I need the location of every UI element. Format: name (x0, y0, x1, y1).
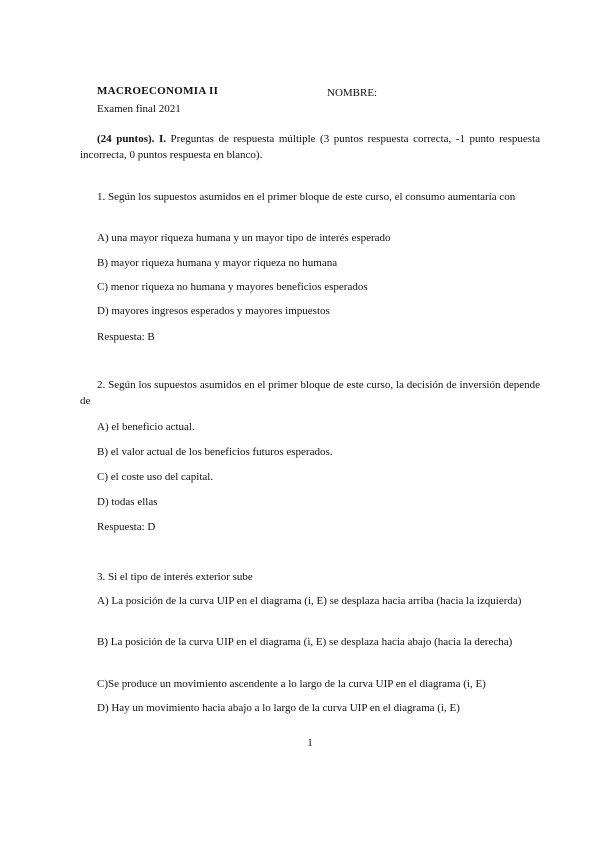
instructions-text: Preguntas de respuesta múltiple (3 puntos respuesta correcta, -1 punto respuesta incorrecta, 0 puntos respuesta en blanco). (80, 133, 541, 161)
option-d: D) mayores ingresos esperados y mayores impuestos (97, 305, 330, 317)
answer: Respuesta: D (97, 521, 156, 533)
option-b: B) el valor actual de los beneficios futuros esperados. (97, 446, 333, 458)
question-text: 3. Si el tipo de interés exterior sube (97, 571, 253, 583)
option-d: D) Hay un movimiento hacia abajo a lo largo de la curva UIP en el diagrama (i, E) (97, 702, 460, 714)
section-label: I. (158, 133, 166, 145)
course-title: MACROECONOMIA II (97, 85, 219, 97)
points-label: (24 puntos). (97, 133, 155, 145)
option-b: B) mayor riqueza humana y mayor riqueza no humana (97, 257, 338, 269)
instructions (80, 132, 540, 164)
exam-subtitle: Examen final 2021 (97, 103, 181, 115)
option-c: C)Se produce un movimiento ascendente a lo largo de la curva UIP en el diagrama (i, E) (97, 678, 486, 690)
name-label: NOMBRE: (327, 87, 378, 99)
option-c: C) el coste uso del capital. (97, 471, 214, 483)
option-a: A) una mayor riqueza humana y un mayor tipo de interés esperado (97, 232, 391, 244)
option-a: A) el beneficio actual. (97, 421, 195, 433)
option-b: B) La posición de la curva UIP en el diagrama (i, E) se desplaza hacia abajo (hacia la derecha) (97, 636, 513, 648)
answer: Respuesta: B (97, 331, 155, 343)
option-c: C) menor riqueza no humana y mayores beneficios esperados (97, 281, 368, 293)
option-d: D) todas ellas (97, 496, 158, 508)
page-number: 1 (307, 737, 313, 749)
question-text: 2. Según los supuestos asumidos en el primer bloque de este curso, la decisión de inversión depende de (80, 379, 540, 407)
option-a: A) La posición de la curva UIP en el diagrama (i, E) se desplaza hacia arriba (hacia la izquierda) (97, 595, 522, 607)
question-text: 1. Según los supuestos asumidos en el primer bloque de este curso, el consumo aumentaría con (97, 191, 516, 203)
